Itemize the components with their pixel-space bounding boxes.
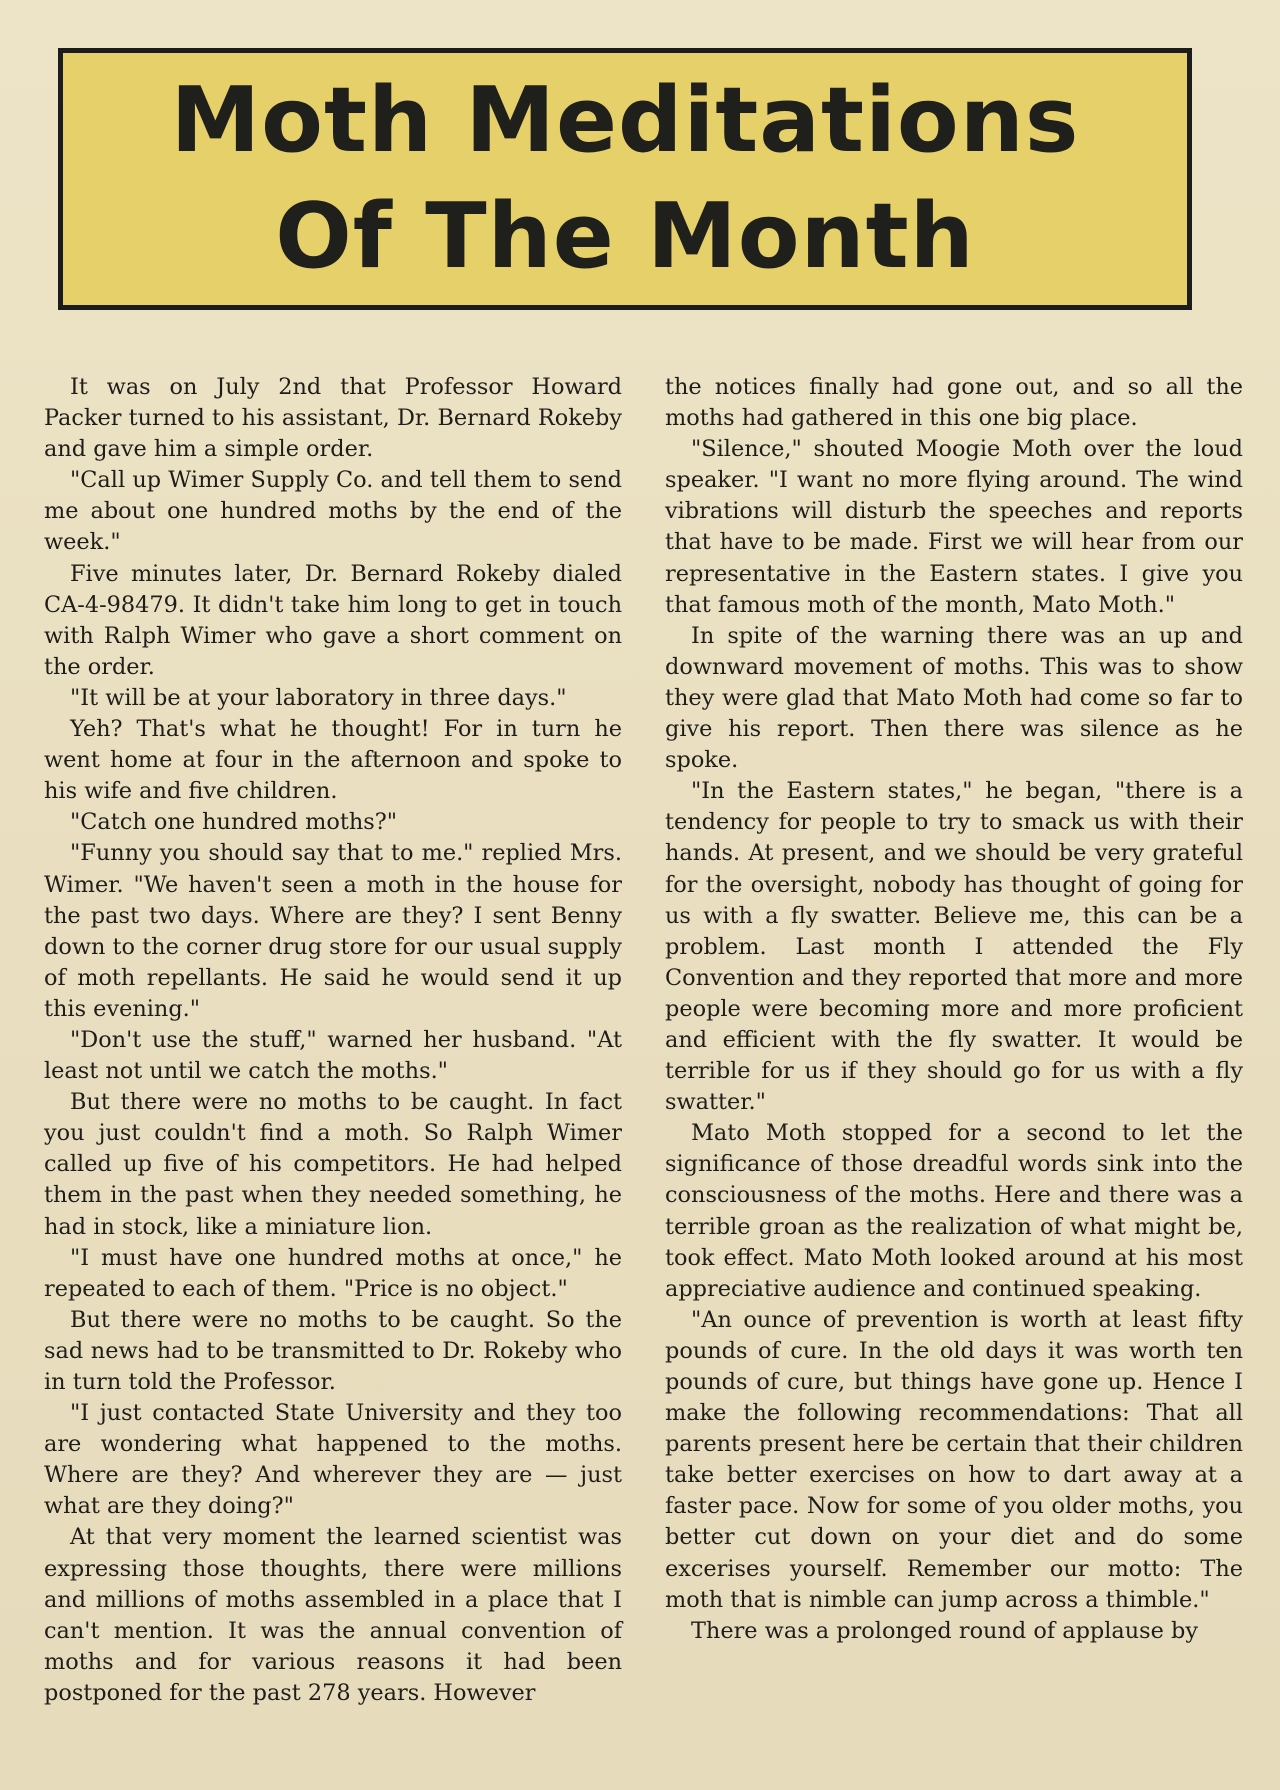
paragraph: "An ounce of prevention is worth at least fifty pounds of cure. In the old days it was worth ten pounds of cure, but things have gone up. Hence I make the following recommendations: That all parents present here be certain that their children take better exercises on how to dart away at a faster pace. Now for some of you older moths, you better cut down on your diet and do some excerises yourself. Remember our motto: The moth that is nimble can jump across a thimble.": [665, 1306, 1243, 1613]
paragraph: "Catch one hundred moths?": [70, 809, 398, 836]
paragraph: "I just contacted State University and they too are wondering what happened to the moths. Where are they? And wherever they are — just what are they doing?": [44, 1400, 622, 1520]
paragraph: But there were no moths to be caught. In fact you just couldn't find a moth. So Ralph Wimer called up five of his competitors. He had helped them in the past when they needed something, he had in stock, like a miniature lion.: [44, 1089, 622, 1240]
paragraph: "I must have one hundred moths at once," he repeated to each of them. "Price is no object.": [44, 1244, 622, 1302]
paragraph: Five minutes later, Dr. Bernard Rokeby dialed CA-4-98479. It didn't take him long to get in touch with Ralph Wimer who gave a short comment on the order.: [44, 560, 622, 680]
paragraph: At that very moment the learned scientist was expressing those thoughts, there were millions and millions of moths assembled in a place that I can't mention. It was the annual convention of moths and for various reasons it had been postponed for the past 278 years. However: [44, 1524, 622, 1706]
title-line-1: Moth Meditations: [170, 68, 1080, 173]
paragraph-continued: the notices finally had gone out, and so all the moths had gathered in this one big place.: [665, 374, 1243, 432]
paragraph: It was on July 2nd that Professor Howard Packer turned to his assistant, Dr. Bernard Rokeby and gave him a simple order.: [44, 374, 622, 463]
right-column: [665, 372, 1243, 1647]
paragraph: But there were no moths to be caught. So the sad news had to be transmitted to Dr. Rokeby who in turn told the Professor.: [44, 1306, 622, 1395]
paragraph: "It will be at your laboratory in three days.": [70, 684, 567, 711]
paragraph: Yeh? That's what he thought! For in turn he went home at four in the afternoon and spoke to his wife and five children.: [44, 716, 622, 805]
paragraph: "Don't use the stuff," warned her husband. "At least not until we catch the moths.": [44, 1026, 622, 1085]
title-line-2: Of The Month: [275, 184, 975, 289]
paragraph: There was a prolonged round of applause by: [691, 1617, 1199, 1644]
paragraph: "In the Eastern states," he began, "there is a tendency for people to try to smack us with their hands. At present, and we should be very grateful for the oversight, nobody has thought of going for us with a fly swatter. Believe me, this can be a problem. Last month I attended the Fly Convention and they reported that more and more people were becoming more and more proficient and efficient with the fly swatter. It would be terrible for us if they should go for us with a fly swatter.": [665, 778, 1243, 1116]
paragraph: Mato Moth stopped for a second to let the significance of those dreadful words sink into the consciousness of the moths. Here and there was a terrible groan as the realization of what might be, took effect. Mato Moth looked around at his most appreciative audience and continued speaking.: [665, 1120, 1243, 1302]
paragraph: "Silence," shouted Moogie Moth over the loud speaker. "I want no more flying around. The wind vibrations will disturb the speeches and reports that have to be made. First we will hear from our representative in the Eastern states. I give you that famous moth of the month, Mato Moth.": [665, 436, 1243, 618]
paragraph: In spite of the warning there was an up and downward movement of moths. This was to show they were glad that Mato Moth had come so far to give his report. Then there was silence as he spoke.: [665, 622, 1243, 774]
paragraph: "Call up Wimer Supply Co. and tell them to send me about one hundred moths by the end of the week.": [44, 467, 622, 556]
paragraph: "Funny you should say that to me." replied Mrs. Wimer. "We haven't seen a moth in the house for the past two days. Where are they? I sent Benny down to the corner drug store for our usual supply of moth repellants. He said he would send it up this evening.": [44, 840, 622, 1022]
left-column: [44, 372, 622, 1709]
title-banner: [58, 48, 1192, 310]
